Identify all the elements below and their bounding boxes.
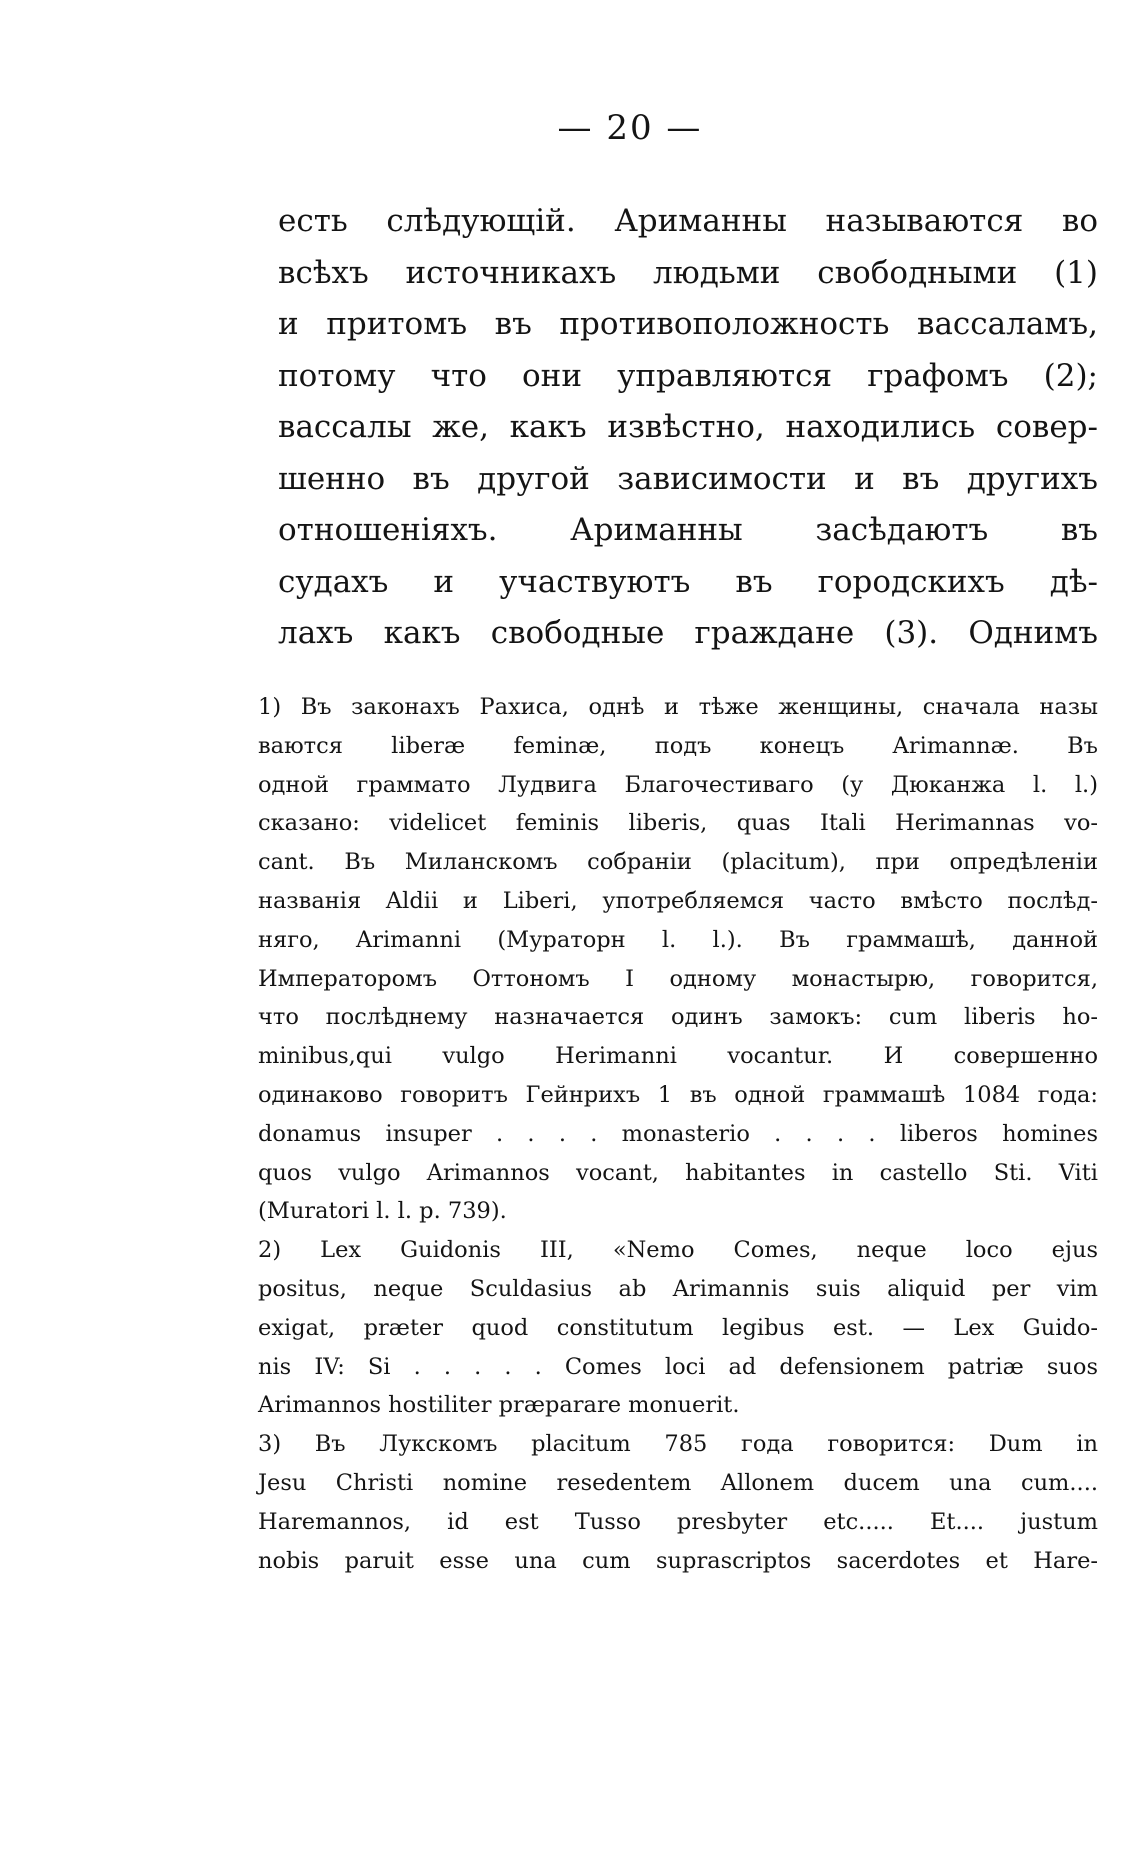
main-text-line: всѣхъ источникахъ людьми свободными (1) xyxy=(278,254,1098,291)
footnote-line: ваются liberæ feminæ, подъ конецъ Arimannæ. Въ xyxy=(258,732,1098,759)
footnote-line: minibus,qui vulgo Herimanni vocantur. И совершенно xyxy=(258,1043,1098,1070)
footnote-line: (Muratori l. l. p. 739). xyxy=(258,1198,507,1225)
footnote-line: Arimannos hostiliter præparare monuerit. xyxy=(258,1392,740,1419)
main-text-line: лахъ какъ свободные граждане (3). Однимъ xyxy=(278,615,1098,651)
footnote-line: сказано: videlicet feminis liberis, quas Itali Herimannas vo- xyxy=(258,810,1098,837)
footnote-line: Haremannos, id est Tusso presbyter etc..... Et.... justum xyxy=(258,1508,1098,1535)
main-text-line: есть слѣдующій. Ариманны называются во xyxy=(278,203,1098,239)
footnote-line: названія Aldii и Liberi, употребляемся часто вмѣсто послѣд- xyxy=(258,887,1098,914)
footnote-line: Jesu Christi nomine resedentem Allonem ducem una cum.... xyxy=(258,1469,1098,1496)
footnote-line: positus, neque Sculdasius ab Arimannis suis aliquid per vim xyxy=(258,1275,1098,1302)
page-number: — 20 — xyxy=(557,108,703,148)
main-text-line: шенно въ другой зависимости и въ другихъ xyxy=(278,460,1098,497)
footnotes xyxy=(258,688,1098,1580)
footnote-line: donamus insuper . . . . monasterio . . . . liberos homines xyxy=(258,1120,1098,1147)
footnote-line: одной граммато Лудвига Благочестиваго (у Дюканжа l. l.) xyxy=(258,771,1098,798)
footnote-line: nis IV: Si . . . . . Comes loci ad defensionem patriæ suos xyxy=(258,1353,1098,1380)
main-text-line: вассалы же, какъ извѣстно, находились совер- xyxy=(278,409,1098,445)
main-text xyxy=(278,196,1098,660)
footnote-line: что послѣднему назначается одинъ замокъ: cum liberis ho- xyxy=(258,1004,1098,1031)
footnote-line: 1) Въ законахъ Рахиса, однѣ и тѣже женщины, сначала назы xyxy=(258,694,1098,720)
footnote-line: nobis paruit esse una cum suprascriptos sacerdotes et Hare- xyxy=(258,1547,1098,1574)
main-text-line: судахъ и участвуютъ въ городскихъ дѣ- xyxy=(278,563,1098,600)
footnote-line: Императоромъ Оттономъ I одному монастырю, говорится, xyxy=(258,965,1098,992)
footnote-line: cant. Въ Миланскомъ собраніи (placitum), при опредѣленіи xyxy=(258,849,1098,876)
footnote-line: 2) Lex Guidonis III, «Nemo Comes, neque loco ejus xyxy=(258,1237,1098,1264)
main-text-line: и притомъ въ противоположность вассаламъ, xyxy=(278,306,1098,342)
footnote-line: 3) Въ Лукскомъ placitum 785 года говорится: Dum in xyxy=(258,1431,1098,1458)
footnote-line: exigat, præter quod constitutum legibus est. — Lex Guido- xyxy=(258,1314,1098,1341)
footnote-line: одинаково говоритъ Гейнрихъ 1 въ одной граммашѣ 1084 года: xyxy=(258,1081,1098,1108)
footnote-line: няго, Arimanni (Мураторн l. l.). Въ граммашѣ, данной xyxy=(258,926,1098,953)
main-text-line: отношеніяхъ. Ариманны засѣдаютъ въ xyxy=(278,512,1098,548)
footnote-line: quos vulgo Arimannos vocant, habitantes in castello Sti. Viti xyxy=(258,1159,1098,1186)
main-text-line: потому что они управляются графомъ (2); xyxy=(278,357,1098,394)
